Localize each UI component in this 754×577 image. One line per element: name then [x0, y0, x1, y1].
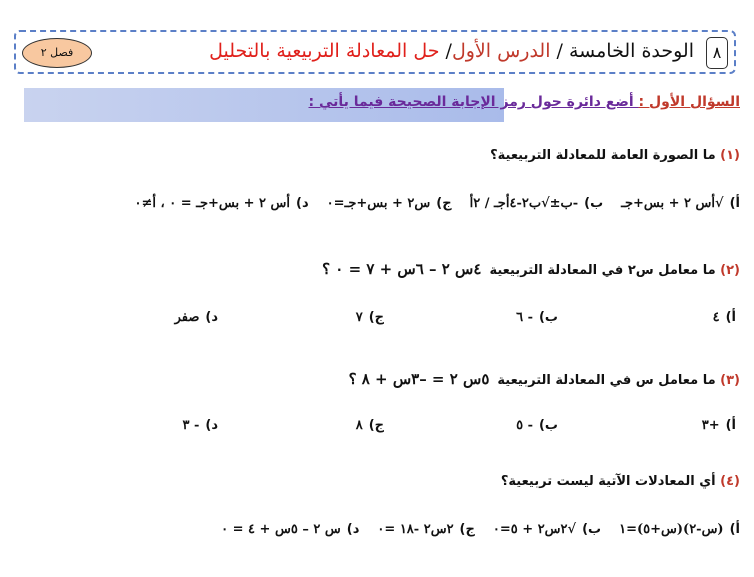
question-2-option-d[interactable]: د)صفر: [174, 310, 218, 325]
question-number: (٢): [720, 263, 740, 278]
option-b[interactable]: ب)√٢س٢ + ٥=٠: [492, 522, 602, 537]
question-2-option-c[interactable]: ج)٧: [355, 310, 384, 325]
question-4-stem: [501, 474, 740, 489]
worksheet-page: [14, 6, 740, 572]
question-text: ما الصورة العامة للمعادلة التربيعية؟: [490, 148, 721, 163]
section-title: [309, 94, 741, 110]
question-2-option-b[interactable]: ب)- ٦: [516, 310, 558, 325]
lesson-header: [14, 30, 736, 74]
question-3-option-c[interactable]: ج)٨: [355, 418, 384, 433]
section-bar: [24, 88, 740, 122]
question-2-option-a[interactable]: أ)٤: [712, 310, 736, 325]
header-title: [209, 40, 694, 62]
lesson-title: الدرس الأول: [451, 40, 551, 62]
question-1-options: [14, 196, 740, 211]
option-c[interactable]: ج)س٢ + بس+جـ=٠: [326, 196, 452, 211]
chapter-badge: فصل ٢: [22, 38, 92, 68]
question-text: ما معامل س٢ في المعادلة التربيعية: [489, 263, 721, 278]
question-2-stem: [322, 260, 740, 278]
question-4-options: [14, 522, 740, 537]
section-instruction: أضع دائرة حول رمز الإجابة الصحيحة فيما يأتي :: [308, 94, 639, 110]
question-3-option-b[interactable]: ب)- ٥: [516, 418, 558, 433]
question-equation: ٥س ٢ = –٣س + ٨ ؟: [348, 370, 490, 388]
option-d[interactable]: د)أس ٢ + بس+جـ = ٠ ، أ≠٠: [134, 196, 309, 211]
title-separator: /: [439, 40, 452, 62]
section-label: السؤال الأول :: [638, 94, 740, 110]
unit-title: الوحدة الخامسة: [568, 40, 694, 62]
question-number: (٤): [720, 474, 740, 489]
title-separator: /: [550, 40, 569, 62]
lesson-number-box: ٨: [706, 37, 728, 69]
option-b[interactable]: ب)-ب±√ب٢-٤أجـ / ٢أ: [469, 196, 604, 211]
question-3-option-a[interactable]: أ)+٣: [701, 418, 736, 433]
option-d[interactable]: د)س ٢ – ٥س + ٤ = ٠: [221, 522, 360, 537]
option-a[interactable]: أ)√أس ٢ + بس+جـ: [621, 196, 740, 211]
question-number: (٣): [720, 373, 740, 388]
question-number: (١): [720, 148, 740, 163]
option-c[interactable]: ج)٢س٢ -١٨ =٠: [377, 522, 475, 537]
question-3-option-d[interactable]: د)- ٣: [182, 418, 218, 433]
question-text: ما معامل س في المعادلة التربيعية: [497, 373, 721, 388]
topic-title: حل المعادلة التربيعية بالتحليل: [209, 40, 440, 62]
question-text: أي المعادلات الآتية ليست تربيعية؟: [500, 474, 721, 489]
question-3-stem: [349, 370, 740, 388]
option-a[interactable]: أ)(س-٢)(س+٥)=١: [619, 522, 740, 537]
question-equation: ٤س ٢ – ٦س + ٧ = ٠ ؟: [322, 260, 482, 278]
question-1-stem: [490, 148, 740, 163]
